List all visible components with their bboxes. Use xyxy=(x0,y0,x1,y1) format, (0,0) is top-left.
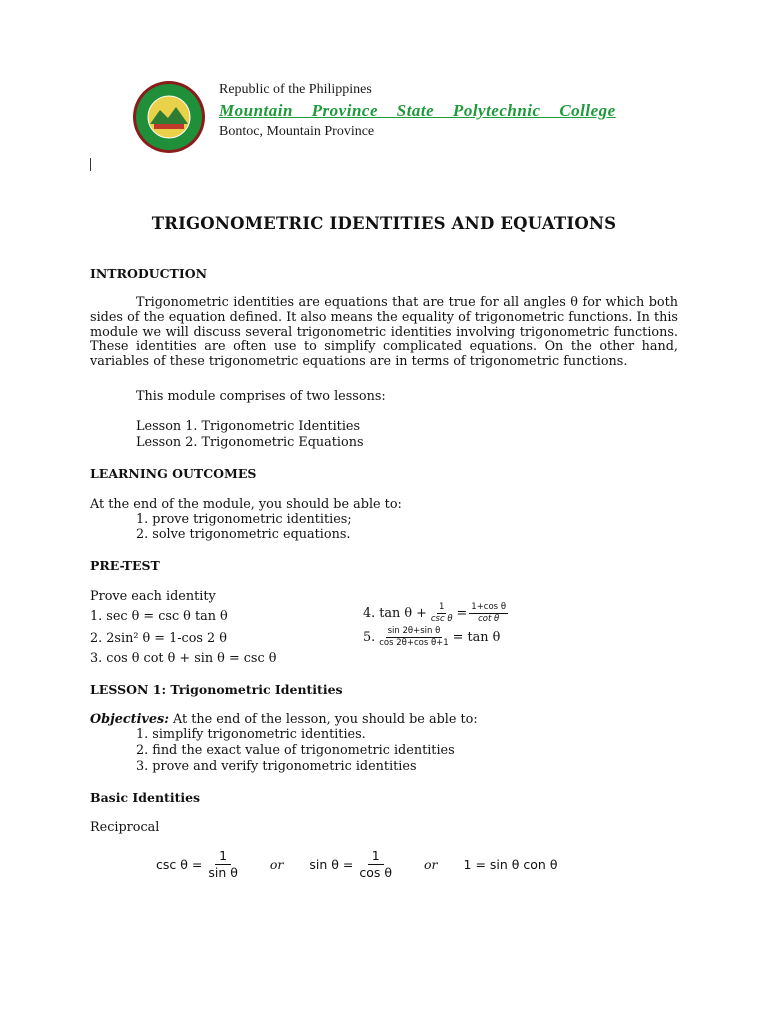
republic-line: Republic of the Philippines xyxy=(219,82,372,97)
introduction-heading: INTRODUCTION xyxy=(90,266,208,281)
lesson1-heading: LESSON 1: Trigonometric Identities xyxy=(90,682,343,697)
pretest-heading: PRE-TEST xyxy=(90,558,160,573)
objectives-line xyxy=(90,712,478,727)
college-name: Mountain Province State Polytechnic College xyxy=(219,101,616,120)
introduction-paragraph xyxy=(90,296,678,370)
pretest-lead: Prove each identity xyxy=(90,589,216,604)
eq2-num: 1 xyxy=(368,848,384,865)
item4-f2-num: 1+cos θ xyxy=(471,602,507,612)
item4-fraction-1 xyxy=(429,602,455,625)
college-seal-logo xyxy=(132,80,206,154)
basic-identities-heading: Basic Identities xyxy=(90,790,201,805)
outcome-item-2: 2. solve trigonometric equations. xyxy=(136,527,351,542)
item5-fraction xyxy=(377,626,450,649)
eq2-den: cos θ xyxy=(359,865,393,880)
objectives-lead: At the end of the lesson, you should be able to: xyxy=(173,712,478,727)
lesson-item-1: Lesson 1. Trigonometric Identities xyxy=(136,419,361,434)
eq1-num: 1 xyxy=(215,848,231,865)
objective-item-2: 2. find the exact value of trigonometric identities xyxy=(136,743,455,758)
item4-f2-den: cot θ xyxy=(478,614,500,624)
reciprocal-equations xyxy=(156,848,557,881)
objectives-label: Objectives: xyxy=(90,712,169,727)
item5-suffix: = tan θ xyxy=(452,630,501,645)
item4-fraction-2 xyxy=(469,602,508,625)
item4-f1-den: csc θ xyxy=(430,614,453,624)
eq2-fraction xyxy=(355,848,396,881)
item5-num: sin 2θ+sin θ xyxy=(387,626,441,636)
comprises-line: This module comprises of two lessons: xyxy=(136,389,386,404)
pretest-item-2: 2. 2sin² θ = 1-cos 2 θ xyxy=(90,631,227,646)
introduction-text: Trigonometric identities are equations that are true for all angles θ for which both sides of the equation defined. It also means the equality of trigonometric functions. In this module we will discuss several trigonometric identities involving trigonometric functions. These identities are often use to simplify complicated equations. On the other hand, variables of these trigonometric equations are in terms of trigonometric functions. xyxy=(90,295,678,370)
or-1: or xyxy=(269,857,284,872)
reciprocal-label: Reciprocal xyxy=(90,820,160,835)
item4-f1-num: 1 xyxy=(438,602,445,612)
item4-equals: = xyxy=(456,606,468,621)
learning-outcomes-heading: LEARNING OUTCOMES xyxy=(90,466,257,481)
objective-item-1: 1. simplify trigonometric identities. xyxy=(136,727,366,742)
outcome-item-1: 1. prove trigonometric identities; xyxy=(136,512,352,527)
outcomes-lead: At the end of the module, you should be able to: xyxy=(90,497,402,512)
pretest-item-1: 1. sec θ = csc θ tan θ xyxy=(90,609,228,624)
lesson-item-2: Lesson 2. Trigonometric Equations xyxy=(136,435,364,450)
eq1-lhs: csc θ = xyxy=(156,857,203,872)
item5-prefix: 5. xyxy=(363,630,376,645)
item5-den: cos 2θ+cos θ+1 xyxy=(379,638,449,648)
town-line: Bontoc, Mountain Province xyxy=(219,124,375,139)
eq2-lhs: sin θ = xyxy=(309,857,354,872)
pretest-item-4 xyxy=(363,602,510,625)
or-2: or xyxy=(424,857,438,872)
eq1-fraction xyxy=(204,848,242,881)
pretest-item-5 xyxy=(363,626,500,649)
page-title: TRIGONOMETRIC IDENTITIES AND EQUATIONS xyxy=(151,214,617,233)
objective-item-3: 3. prove and verify trigonometric identities xyxy=(136,759,417,774)
eq1-den: sin θ xyxy=(208,865,238,880)
item4-prefix: 4. tan θ + xyxy=(363,606,427,621)
text-cursor xyxy=(90,158,91,171)
pretest-item-3: 3. cos θ cot θ + sin θ = csc θ xyxy=(90,651,277,666)
eq3: 1 = sin θ con θ xyxy=(463,857,558,872)
